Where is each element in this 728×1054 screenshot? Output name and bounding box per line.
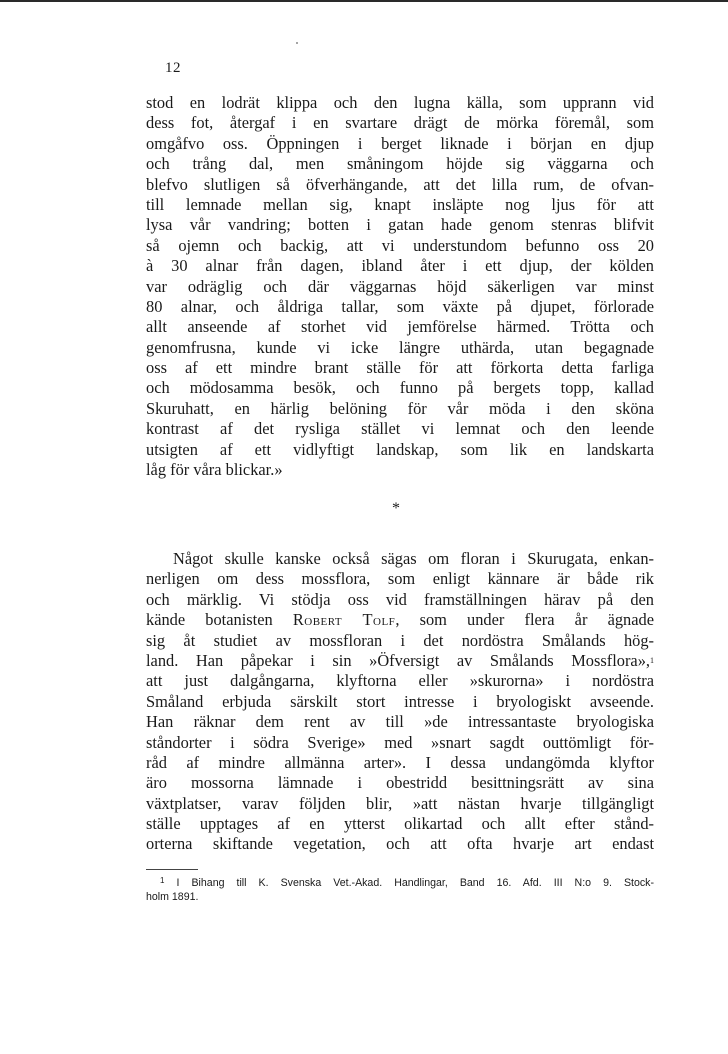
text-line: lysa vår vandring; botten i gatan hade genom stenras blifvit xyxy=(146,215,654,235)
text-line: stod en lodrät klippa och den lugna källa, som upprann vid xyxy=(146,93,654,112)
text-line: blefvo slutligen så öfverhängande, att det lilla rum, de ofvan- xyxy=(146,174,654,194)
text-line: omgåfvo oss. Öppningen i berget liknade i början en djup xyxy=(146,133,654,153)
text-line: à 30 alnar från dagen, ibland åter i ett djup, der kölden xyxy=(146,256,654,276)
scan-speck xyxy=(296,42,298,44)
paragraph-quote-continuation xyxy=(146,93,654,480)
text-line: och märklig. Vi stödja oss vid framställningen härav på den xyxy=(146,589,654,609)
text-line: utsigten af ett vidlyftigt landskap, som lik en landskarta xyxy=(146,439,654,459)
text-line: genomfrusna, kunde vi icke längre uthärda, utan begagnade xyxy=(146,337,654,357)
text-line: Skuruhatt, en härlig belöning för vår möda i den sköna xyxy=(146,398,654,418)
page-top-edge xyxy=(0,0,728,2)
text-line: låg för våra blickar.» xyxy=(146,460,283,480)
text-fragment: land. Han påpekar i sin »Öfversigt av Smålands Mossflora», xyxy=(146,650,650,670)
text-line: så ojemn och backig, att vi understundom befunno oss 20 xyxy=(146,235,654,255)
text-line: var odräglig och där väggarnas höjd säkerligen var minst xyxy=(146,276,654,296)
text-line xyxy=(146,610,654,630)
text-line: Småland erbjuda särskilt stort intresse i bryologiskt avseende. xyxy=(146,691,654,711)
page-number: 12 xyxy=(165,60,181,76)
text-line: nerligen om dess mossflora, som enligt kännare är både rik xyxy=(146,569,654,589)
text-line: 80 alnar, och åldriga tallar, som växte på djupet, förlorade xyxy=(146,296,654,316)
text-line: ställe upptages af en ytterst olikartad och allt efter stånd- xyxy=(146,814,654,834)
text-line: till lemnade mellan sig, knapt insläpte nog ljus för att xyxy=(146,194,654,214)
text-line: och trång dal, men småningom höjde sig väggarna och xyxy=(146,154,654,174)
text-line: äro mossorna lämnade i obestridd besittningsrätt av sina xyxy=(146,773,654,793)
text-fragment: kände botanisten xyxy=(146,610,273,630)
text-line xyxy=(146,651,654,671)
botanist-name: Robert Tolf xyxy=(292,610,396,630)
text-line: råd af mindre allmänna arter». I dessa undangömda klyftor xyxy=(146,752,654,772)
text-line: allt anseende af storhet vid jemförelse härmed. Trötta och xyxy=(146,317,654,337)
text-line: kontrast af det rysliga stället vi lemnat och den leende xyxy=(146,419,654,439)
text-fragment: , som under flera år ägnade xyxy=(395,610,654,630)
text-line: att just dalgångarna, klyftorna eller »skurorna» i nordöstra xyxy=(146,671,654,691)
footnote-reference: 1 xyxy=(650,655,654,665)
text-line: växtplatser, varav följden blir, »att nästan hvarje tillgängligt xyxy=(146,793,654,813)
text-line: oss af ett mindre brant ställe för att förkorta detta farliga xyxy=(146,358,654,378)
footnote-marker: 1 xyxy=(160,876,165,885)
footnote xyxy=(146,872,654,906)
footnote-divider xyxy=(146,869,198,870)
text-line: sig åt studiet av mossfloran i det nordöstra Smålands hög- xyxy=(146,630,654,650)
paragraph-moss-flora xyxy=(146,549,654,855)
text-line: Något skulle kanske också sägas om floran i Skurugata, enkan- xyxy=(173,549,654,568)
footnote-text: I Bihang till K. Svenska Vet.-Akad. Handlingar, Band 16. Afd. III N:o 9. Stock- xyxy=(176,877,654,889)
footnote-line xyxy=(146,872,654,889)
text-line: orterna skiftande vegetation, och att ofta hvarje art endast xyxy=(146,834,654,854)
text-line: dess fot, återgaf i en svartare drägt de mörka föremål, som xyxy=(146,113,654,133)
footnote-line: holm 1891. xyxy=(146,891,199,903)
text-line: Han räknar dem rent av till »de intressantaste bryologiska xyxy=(146,712,654,732)
section-break-asterisk: * xyxy=(392,500,400,517)
text-line: ståndorter i södra Sverige» med »snart sagdt outtömligt för- xyxy=(146,732,654,752)
text-line: och mödosamma besök, och funno på bergets topp, kallad xyxy=(146,378,654,398)
